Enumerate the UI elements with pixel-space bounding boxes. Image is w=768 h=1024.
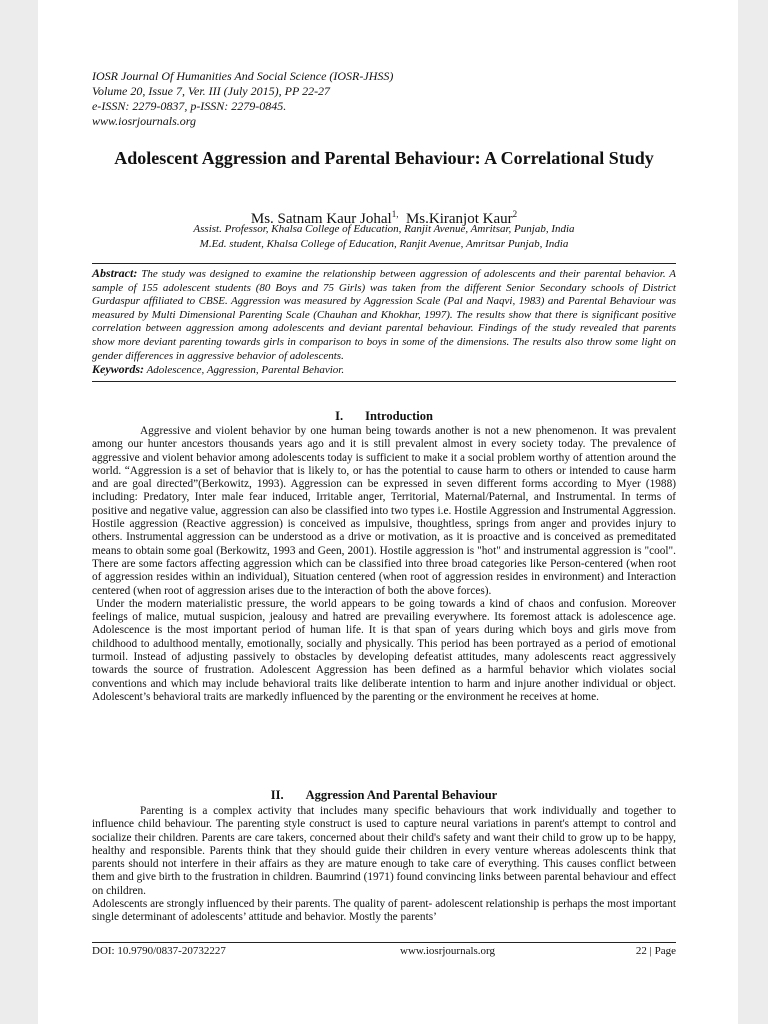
section-heading-aggression-parental [92,788,676,803]
affiliations [92,222,676,252]
keywords-label: Keywords: [92,362,144,377]
affiliation-2: M.Ed. student, Khalsa College of Education, Ranjit Avenue, Amritsar Punjab, India [199,238,569,250]
journal-volume: Volume 20, Issue 7, Ver. III (July 2015), PP 22-27 [92,84,331,98]
footer-page-number: 22 | Page [635,945,676,957]
introduction-body [92,425,676,704]
section-number: I. [335,409,344,423]
paragraph: Aggressive and violent behavior by one human being towards another is not a new phenomenon. It was prevalent among our hunter ancestors thousands years ago and it is still prevalent almost in every society today. The prevalence of aggressive and violent behavior among adolescents today is sufficient to make it a social problem worthy of attention around the world. “Aggression is a set of behavior that is likely to, or has the potential to cause harm to others or intended to cause harm and are goal directed”(Berkowitz, 1993). Aggression can be expressed in seven different forms according to Myer (1988) including: Predatory, Inter male fear induced, Irritable anger, Territorial, Maternal/Paternal, and Instrumental. In terms of positive and negative value, aggression can also be classified into two types i.e. Hostile Aggression and Instrumental Aggression. Hostile aggression (Reactive aggression) is conceived as impulsive, thoughtless, springs from anger and provides injury to others. Instrumental aggression can be understood as a drive or motivation, as it is proactive and is conceived as premeditated means to obtain some goal (Berkowitz, 1993 and Geen, 2001). Hostile aggression is "hot" and instrumental aggression is "cool". There are some factors affecting aggression which can be classified into three broad categories like Person-centered (when root of aggression resides within an individual), Situation centered (when root of aggression resides in environment) and Interaction centered (when root of aggression arises due to the interaction of both the above forces). [92,425,676,597]
paragraph: Adolescents are strongly influenced by their parents. The quality of parent- adolescent relationship is perhaps the most important single determinant of adolescents’ attitude and behavior. Mostly the parents’ [92,898,676,924]
author-2-sup: 2 [512,209,518,219]
abstract-label: Abstract: [92,266,138,280]
footer-divider [92,942,676,943]
abstract-text: The study was designed to examine the relationship between aggression of adolescents and their parental behavior. A sample of 155 adolescent students (80 Boys and 75 Girls) was taken from the different Senior Secondary schools of District Gurdaspur affiliated to CBSE. Aggression was measured by Aggression Scale (Pal and Naqvi, 1983) and Parental Behaviour was measured by Multi Dimensional Parenting Scale (Chauhan and Khokhar, 1997). The results show that there is significant positive correlation between aggression among adolescents and deviant parental behaviour. Findings of the study revealed that parents show more deviant parenting towards girls in comparison to boys in some of the dimensions. The results also throw some light on gender differences in aggressive behavior of adolescents. [92,268,676,362]
journal-name: IOSR Journal Of Humanities And Social Science (IOSR-JHSS) [92,69,394,83]
paragraph: Parenting is a complex activity that includes many specific behaviours that work individually and together to influence child behaviour. The parenting style construct is used to capture neural variations in parent's attempt to control and socialize their children. Parents are care takers, concerned about their child's safety and want their child to grow up to be happy, healthy and responsible. Parents think that they should guide their children in every venture whereas adolescents think that parents should not interfere in their affairs as they are mature enough to take care of everything. This causes conflict between them and give birth to the frustration in children. Baumrind (1971) found convincing links between parental behaviour and effect on children. [92,805,676,897]
section-title: Introduction [365,409,433,423]
footer-website: www.iosrjournals.org [400,945,496,957]
author-2: Ms.Kiranjot Kaur [405,211,513,227]
section-2-body [92,805,676,925]
journal-website: www.iosrjournals.org [92,114,197,128]
journal-issn: e-ISSN: 2279-0837, p-ISSN: 2279-0845. [92,99,287,113]
author-1: Ms. Satnam Kaur Johal [250,211,392,227]
journal-header [92,69,652,129]
keywords-text: Adolescence, Aggression, Parental Behavior. [146,364,345,377]
affiliation-1: Assist. Professor, Khalsa College of Education, Ranjit Avenue, Amritsar, Punjab, India [193,223,575,235]
section-number: II. [270,788,284,802]
abstract-block [92,263,676,382]
section-heading-introduction [92,409,676,424]
paragraph: Under the modern materialistic pressure, the world appears to be going towards a kind of chaos and confusion. Moreover feelings of malice, mutual suspicion, jealousy and hatred are prevailing everywhere. Its foremost attack is adolescence age. Adolescence is the most important period of human life. It is that span of years during which boys and girls move from childhood to adulthood mentally, emotionally, socially and physically. This period has been portrayed as a period of emotional turmoil. Instead of adjusting passively to obstacles by developing defeatist attitudes, many adolescents react aggressively towards the source of frustration. Adolescent Aggression has been defined as a harmful behavior which violates social conventions and which may include behavioral traits like deliberate intention to harm and injure another individual or object. Adolescent’s behavioral traits are markedly influenced by the parenting or the environment he receives at home. [92,597,676,703]
author-1-sup: 1, [391,209,399,219]
paper-title: Adolescent Aggression and Parental Behaviour: A Correlational Study [114,148,654,168]
section-title: Aggression And Parental Behaviour [305,788,498,802]
footer-doi: DOI: 10.9790/0837-20732227 [92,945,226,957]
